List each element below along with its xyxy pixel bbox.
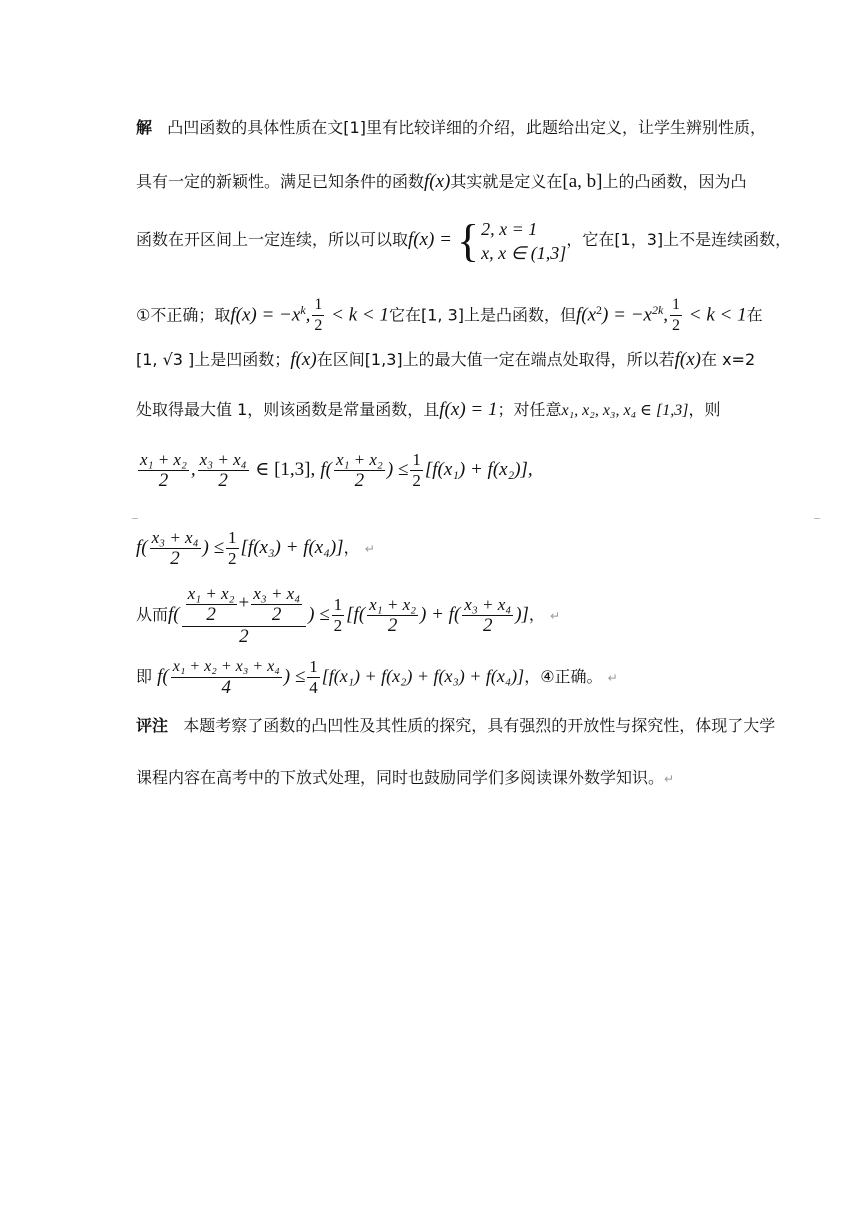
math: )] [515,604,529,625]
text: 在区间[1,3]上的最大值一定在端点处取得，所以若 [316,350,675,369]
para-line-5 [136,348,755,372]
text: ，它在[1，3]上不是连续函数， [566,230,792,249]
numerator: 1 [412,450,421,469]
text: ，则 [688,400,721,419]
denominator: 2 [482,615,493,636]
math: ) + f( [420,604,461,625]
denominator: 2 [206,604,216,625]
math: ) ≤ [308,604,330,625]
exponent: k [300,303,306,317]
numerator: 1 [228,528,237,547]
text: 处取得最大值 1，则该函数是常量函数，且 [136,400,440,419]
math: [f(x₃) + f(x₄)] [240,537,344,558]
math: [f( [346,604,366,625]
numerator: x₁ + x₂ + x₃ + x₄ [171,657,282,678]
text: 其实就是定义在 [450,172,563,191]
text: ①不正确；取 [136,305,231,325]
math: x₁, x₂, x₃, x₄ ∈ [1,3] [561,402,689,419]
fraction [367,595,418,636]
plus-sign: + [238,592,250,614]
denominator: 2 [672,317,681,335]
numerator [182,584,307,627]
math: ) ≤ [202,537,225,558]
denominator: 2 [239,626,249,647]
text: 函数在开区间上一定连续，所以可以取 [136,230,409,249]
comment-label: 评注 [136,716,169,735]
numerator: 1 [312,295,324,316]
numerator: x₃ + x₄ [199,450,247,469]
text: 从而 [136,605,169,624]
fraction [251,584,302,625]
math: f(x) = [408,229,452,250]
paragraph-mark: ↵ [607,671,618,685]
margin-tick-left [132,518,138,519]
fraction [138,450,189,491]
denominator: 2 [354,470,365,491]
denominator: 2 [158,470,169,491]
text: ， [528,605,545,624]
denominator: 4 [221,677,231,698]
math: , [663,304,669,326]
math: ∈ [1,3], [250,459,316,480]
math: f(x) [290,349,317,370]
para-line-2 [136,170,747,194]
para-line-8 [136,524,375,573]
numerator: x₃ + x₄ [464,595,512,614]
para-line-4 [136,290,763,336]
math: f( [136,537,148,558]
denominator: 2 [314,317,323,335]
fraction [226,528,239,569]
math: f(x) [424,171,451,192]
brace-symbol: { [457,214,480,266]
math: f(x [576,304,597,326]
numerator: 1 [670,295,682,316]
text: 在 x=2 [701,350,756,369]
text: 在 [746,305,763,325]
text: [1, √3 ]上是凹函数； [136,350,291,369]
text: 上的凸函数，因为凸 [602,172,747,191]
margin-tick-right [814,518,820,519]
numerator: x₁ + x₂ [335,450,383,469]
case-1: 2, x = 1 [481,218,538,239]
fraction [334,450,385,491]
denominator: 2 [170,548,180,569]
para-line-6 [136,398,720,423]
numerator: x₃ + x₄ [151,528,199,547]
math: [f(x₁) + f(x₂) + f(x₃) + f(x₄)] [321,666,525,686]
fraction [198,450,249,491]
text: ， [343,538,360,557]
text: ；对任意 [497,400,562,419]
numerator: 1 [309,657,318,676]
math: f( [157,666,169,687]
para-line-1 [136,116,766,140]
paragraph-mark: ↵ [364,542,375,556]
math: f( [320,459,332,480]
fraction [410,450,423,491]
math: ) ≤ [386,459,409,480]
math: [f(x₁) + f(x₂)], [424,459,533,480]
para-line-7: $\frac{\text{x₁ + x₂}}{2}$ , $\frac{\text{x₃ + x₄}}{2}$ ∈ [1,3], f( $\frac{\text{x₁ + x₂}}{2}$ ) ≤ $\frac{1}{2}$ [f(x₁) + f(x₂)], [140,450,533,491]
paragraph-mark: ↵ [550,609,561,623]
denominator: 2 [412,471,421,490]
fraction [307,657,320,698]
paragraph-mark: ↵ [664,772,675,786]
fraction [150,528,201,569]
numerator: x₃ + x₄ [253,584,301,603]
exponent: 2k [651,303,664,317]
solution-label: 解 [136,118,153,137]
numerator: x₁ + x₂ [140,450,187,469]
para-line-10 [136,652,618,702]
para-line-11 [136,714,775,738]
math: < k < 1 [684,304,747,326]
para-line-3 [136,212,791,268]
fraction [332,595,345,636]
fraction [171,657,282,698]
numerator: x₁ + x₂ [369,595,417,614]
math: , [305,304,311,326]
math: [a, b] [562,171,603,192]
math: f(x) [674,349,701,370]
denominator: 2 [387,615,398,636]
exponent: 2 [596,303,603,317]
denominator: 2 [228,549,237,568]
math: f(x) = 1 [439,399,498,420]
text: 具有一定的新颖性。满足已知条件的函数 [136,172,425,191]
math: < k < 1 [326,304,389,326]
math: ) = −x [602,304,652,326]
numerator: 1 [333,595,343,614]
math: ) ≤ [283,666,306,687]
denominator: 2 [333,616,343,635]
math: f(x) = −x [230,304,301,326]
fraction [312,295,324,336]
text: 它在[1, 3]上是凸函数，但 [388,305,576,325]
compound-fraction [182,584,307,647]
text: 即 [136,667,153,686]
text: 课程内容在高考中的下放式处理，同时也鼓励同学们多阅读课外数学知识。 [136,768,665,787]
denominator: 4 [309,678,318,697]
denominator: 2 [271,604,282,625]
para-line-9 [136,578,560,653]
text: ，④正确。 [524,667,603,686]
text: 本题考察了函数的凸凹性及其性质的探究，具有强烈的开放性与探究性，体现了大学 [183,716,776,735]
para-line-12 [136,766,674,791]
fraction [462,595,513,636]
fraction [186,584,237,625]
piecewise-cases [481,217,566,265]
denominator: 2 [218,470,228,491]
fraction [670,295,682,336]
numerator: x₁ + x₂ [187,584,235,603]
text: 凸凹函数的具体性质在文[1]里有比较详细的介绍，此题给出定义，让学生辨别性质， [167,118,766,137]
case-2: x, x ∈ (1,3] [481,242,567,263]
math: f( [168,604,180,625]
